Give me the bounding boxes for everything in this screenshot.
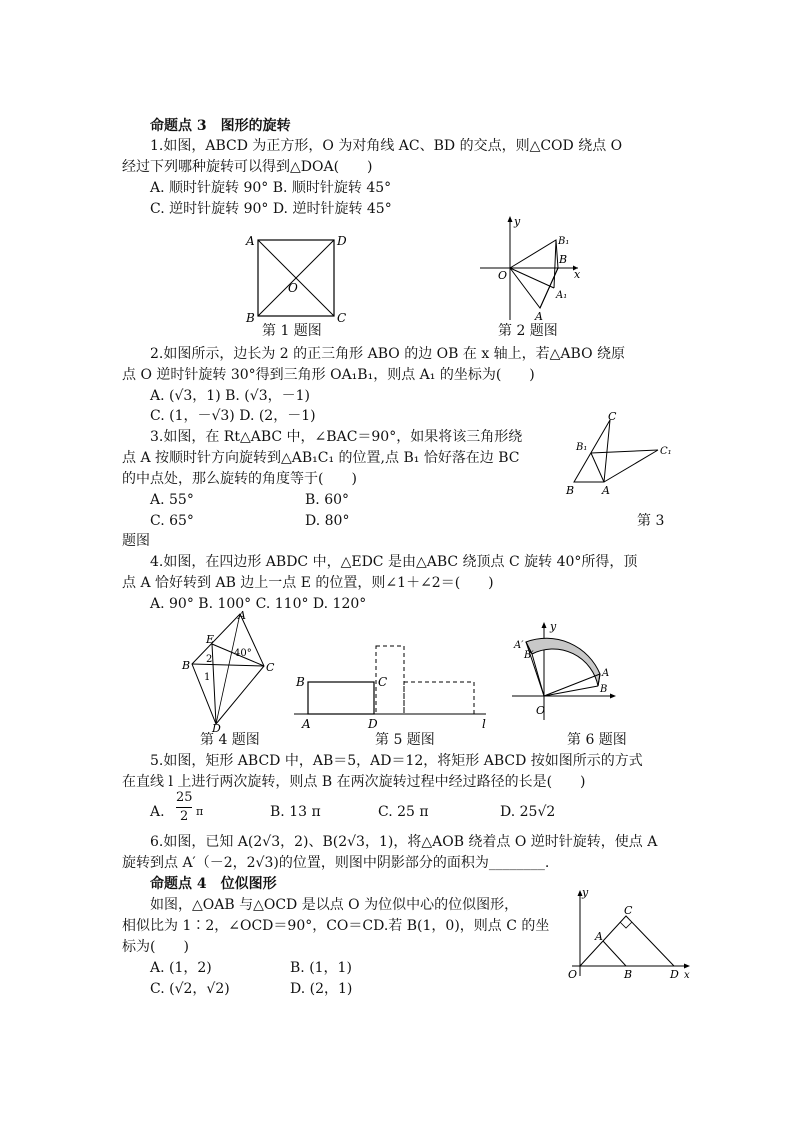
q1-stem-line2: 经过下列哪种旋转可以得到△DOA( ) xyxy=(122,159,373,175)
label-c: C xyxy=(624,904,633,917)
label-c1: C₁ xyxy=(660,446,672,457)
label-a: A xyxy=(302,717,311,731)
label-l: l xyxy=(482,717,486,731)
q5-option-a-fraction-bar xyxy=(176,807,192,808)
segment-b1a1 xyxy=(554,240,556,288)
q2-stem-line2: 点 O 逆时针旋转 30°得到三角形 OA₁B₁，则点 A₁ 的坐标为( ) xyxy=(122,367,535,383)
label-o: O xyxy=(498,269,508,282)
s4-option-d: D. (2，1) xyxy=(290,981,353,997)
triangle-outline xyxy=(510,240,558,308)
q1-options-ab: A. 顺时针旋转 90° B. 顺时针旋转 45° xyxy=(150,180,392,196)
segment-b1c1 xyxy=(591,450,658,453)
label-e: E xyxy=(206,633,215,646)
q5-option-c: C. 25 π xyxy=(378,804,429,820)
q3-stem-line2: 点 A 按顺时针方向旋转到△AB₁C₁ 的位置,点 B₁ 恰好落在边 BC xyxy=(122,450,520,466)
s4-option-c: C. (√2，√2) xyxy=(150,981,230,997)
label-c: C xyxy=(337,311,347,325)
q2-options-ab: A. (√3，1) B. (√3，－1) xyxy=(150,388,310,404)
figure-5-caption: 第 5 题图 xyxy=(375,732,435,748)
segment-oa xyxy=(544,674,600,696)
segment-ba xyxy=(540,268,558,308)
segment-ab xyxy=(603,941,626,966)
q4-options: A. 90° B. 100° C. 110° D. 120° xyxy=(150,596,367,612)
label-b: B xyxy=(246,311,255,325)
label-c: C xyxy=(266,661,275,674)
segment-ed xyxy=(212,644,216,724)
label-a: A xyxy=(535,310,543,323)
label-y: y xyxy=(514,215,521,228)
rectangle-rotated-2 xyxy=(404,682,474,714)
label-c: C xyxy=(378,675,388,689)
segment-ob xyxy=(544,686,598,696)
rectangle-abcd xyxy=(308,682,374,714)
s4-option-b: B. (1，1) xyxy=(290,960,352,976)
q5-option-a-numerator: 25 xyxy=(176,790,193,805)
q3-option-c: C. 65° xyxy=(150,513,194,529)
section-4-title: 命题点 4 位似图形 xyxy=(150,876,277,892)
segment-ab1 xyxy=(591,453,604,482)
q1-stem-line1: 1.如图，ABCD 为正方形，O 为对角线 AC、BD 的交点，则△COD 绕点 O xyxy=(150,138,623,154)
x-axis-arrow xyxy=(684,964,690,969)
figure-6-shaded-sector xyxy=(510,618,620,722)
segment-ob-prime xyxy=(532,654,544,696)
label-b: B xyxy=(182,659,191,672)
label-y: y xyxy=(550,620,557,633)
label-o: O xyxy=(536,704,546,717)
label-d: D xyxy=(212,722,221,732)
label-angle-1: 1 xyxy=(204,672,211,683)
segment-ad xyxy=(216,614,240,724)
label-d: D xyxy=(368,717,378,731)
figure-4-caption: 第 4 题图 xyxy=(200,732,260,748)
segment-ac1 xyxy=(604,450,658,482)
label-b: B xyxy=(296,675,305,689)
label-c: C xyxy=(608,410,617,423)
q3-option-a: A. 55° xyxy=(150,492,194,508)
q5-option-d: D. 25√2 xyxy=(500,804,556,820)
q5-option-b: B. 13 π xyxy=(270,804,321,820)
q2-stem-line1: 2.如图所示，边长为 2 的正三角形 ABO 的边 OB 在 x 轴上，若△ABO 绕原 xyxy=(150,346,626,362)
label-o: O xyxy=(568,968,578,980)
right-angle-mark xyxy=(620,922,632,928)
figure-1-caption: 第 1 题图 xyxy=(262,323,322,339)
q5-option-a-prefix: A. xyxy=(150,804,165,820)
x-axis-arrow xyxy=(610,694,616,699)
q3-caption-part1: 第 3 xyxy=(637,513,665,529)
label-a: A xyxy=(238,609,246,622)
q4-stem-line2: 点 A 恰好转到 AB 边上一点 E 的位置，则∠1＋∠2＝( ) xyxy=(122,575,494,591)
label-b-prime: B′ xyxy=(524,650,534,661)
figure-2-caption: 第 2 题图 xyxy=(498,323,558,339)
figure-2-rotation xyxy=(478,212,588,324)
q3-option-d: D. 80° xyxy=(305,513,350,529)
label-b: B xyxy=(566,484,575,496)
label-o: O xyxy=(288,281,298,295)
figure-5-rectangle-roll xyxy=(290,640,490,732)
label-angle-2: 2 xyxy=(206,654,213,665)
figure-6-caption: 第 6 题图 xyxy=(567,732,627,748)
label-a: A xyxy=(602,668,610,679)
q5-stem-line2: 在直线 l 上进行两次旋转，则点 B 在两次旋转过程中经过路径的长是( ) xyxy=(122,774,586,790)
label-d: D xyxy=(670,968,679,980)
q3-caption-part2: 题图 xyxy=(122,533,150,549)
q5-option-a-pi: π xyxy=(196,805,204,818)
y-axis-arrow xyxy=(542,622,547,628)
figure-1-square xyxy=(240,230,360,326)
s4-option-a: A. (1，2) xyxy=(150,960,212,976)
figure-homothety xyxy=(560,886,692,980)
q1-options-cd: C. 逆时针旋转 90° D. 逆时针旋转 45° xyxy=(150,201,392,217)
s4-stem-line1: 如图，△OAB 与△OCD 是以点 O 为位似中心的位似图形， xyxy=(150,897,519,913)
label-angle-40: 40° xyxy=(234,648,252,659)
label-a-prime: A′ xyxy=(514,640,524,651)
segment-oa1 xyxy=(510,268,554,288)
q4-stem-line1: 4.如图，在四边形 ABDC 中，△EDC 是由△ABC 绕顶点 C 旋转 40°所得，顶 xyxy=(150,554,638,570)
label-a: A xyxy=(246,234,255,248)
label-x: x xyxy=(684,970,690,980)
y-axis-arrow xyxy=(508,216,513,222)
q6-stem-line1: 6.如图，已知 A(2√3，2)、B(2√3，1)，将△AOB 绕着点 O 逆时针旋转，使点 A xyxy=(150,834,658,850)
segment-bc xyxy=(192,664,264,666)
q6-stem-line2: 旋转到点 A′（－2，2√3)的位置，则图中阴影部分的面积为________. xyxy=(122,855,550,871)
label-a1: A₁ xyxy=(556,290,568,301)
label-x: x xyxy=(574,268,581,281)
label-d: D xyxy=(337,234,347,248)
q3-stem-line3: 的中点处，那么旋转的角度等于( ) xyxy=(122,471,357,487)
label-a: A xyxy=(602,484,610,496)
figure-3-rotation xyxy=(560,410,680,496)
figure-4-quadrilateral xyxy=(178,606,278,732)
label-b: B xyxy=(600,684,608,695)
label-a: A xyxy=(595,930,603,943)
q5-stem-line1: 5.如图，矩形 ABCD 中，AB＝5，AD＝12，将矩形 ABCD 按如图所示的方式 xyxy=(150,753,643,769)
label-b: B xyxy=(559,253,568,266)
label-b: B xyxy=(624,968,633,980)
q3-option-b: B. 60° xyxy=(305,492,350,508)
label-b1: B₁ xyxy=(558,236,570,247)
q2-options-cd: C. (1，－√3) D. (2，－1) xyxy=(150,408,316,424)
label-y: y xyxy=(582,886,589,899)
s4-stem-line3: 标为( ) xyxy=(122,939,189,955)
label-b1: B₁ xyxy=(576,442,588,453)
q5-option-a-denominator: 2 xyxy=(180,809,189,824)
section-3-title: 命题点 3 图形的旋转 xyxy=(150,118,291,134)
s4-stem-line2: 相似比为 1∶2，∠OCD＝90°，CO＝CD.若 B(1，0)，则点 C 的坐 xyxy=(122,918,550,934)
q3-stem-line1: 3.如图，在 Rt△ABC 中，∠BAC＝90°，如果将该三角形绕 xyxy=(150,429,523,445)
